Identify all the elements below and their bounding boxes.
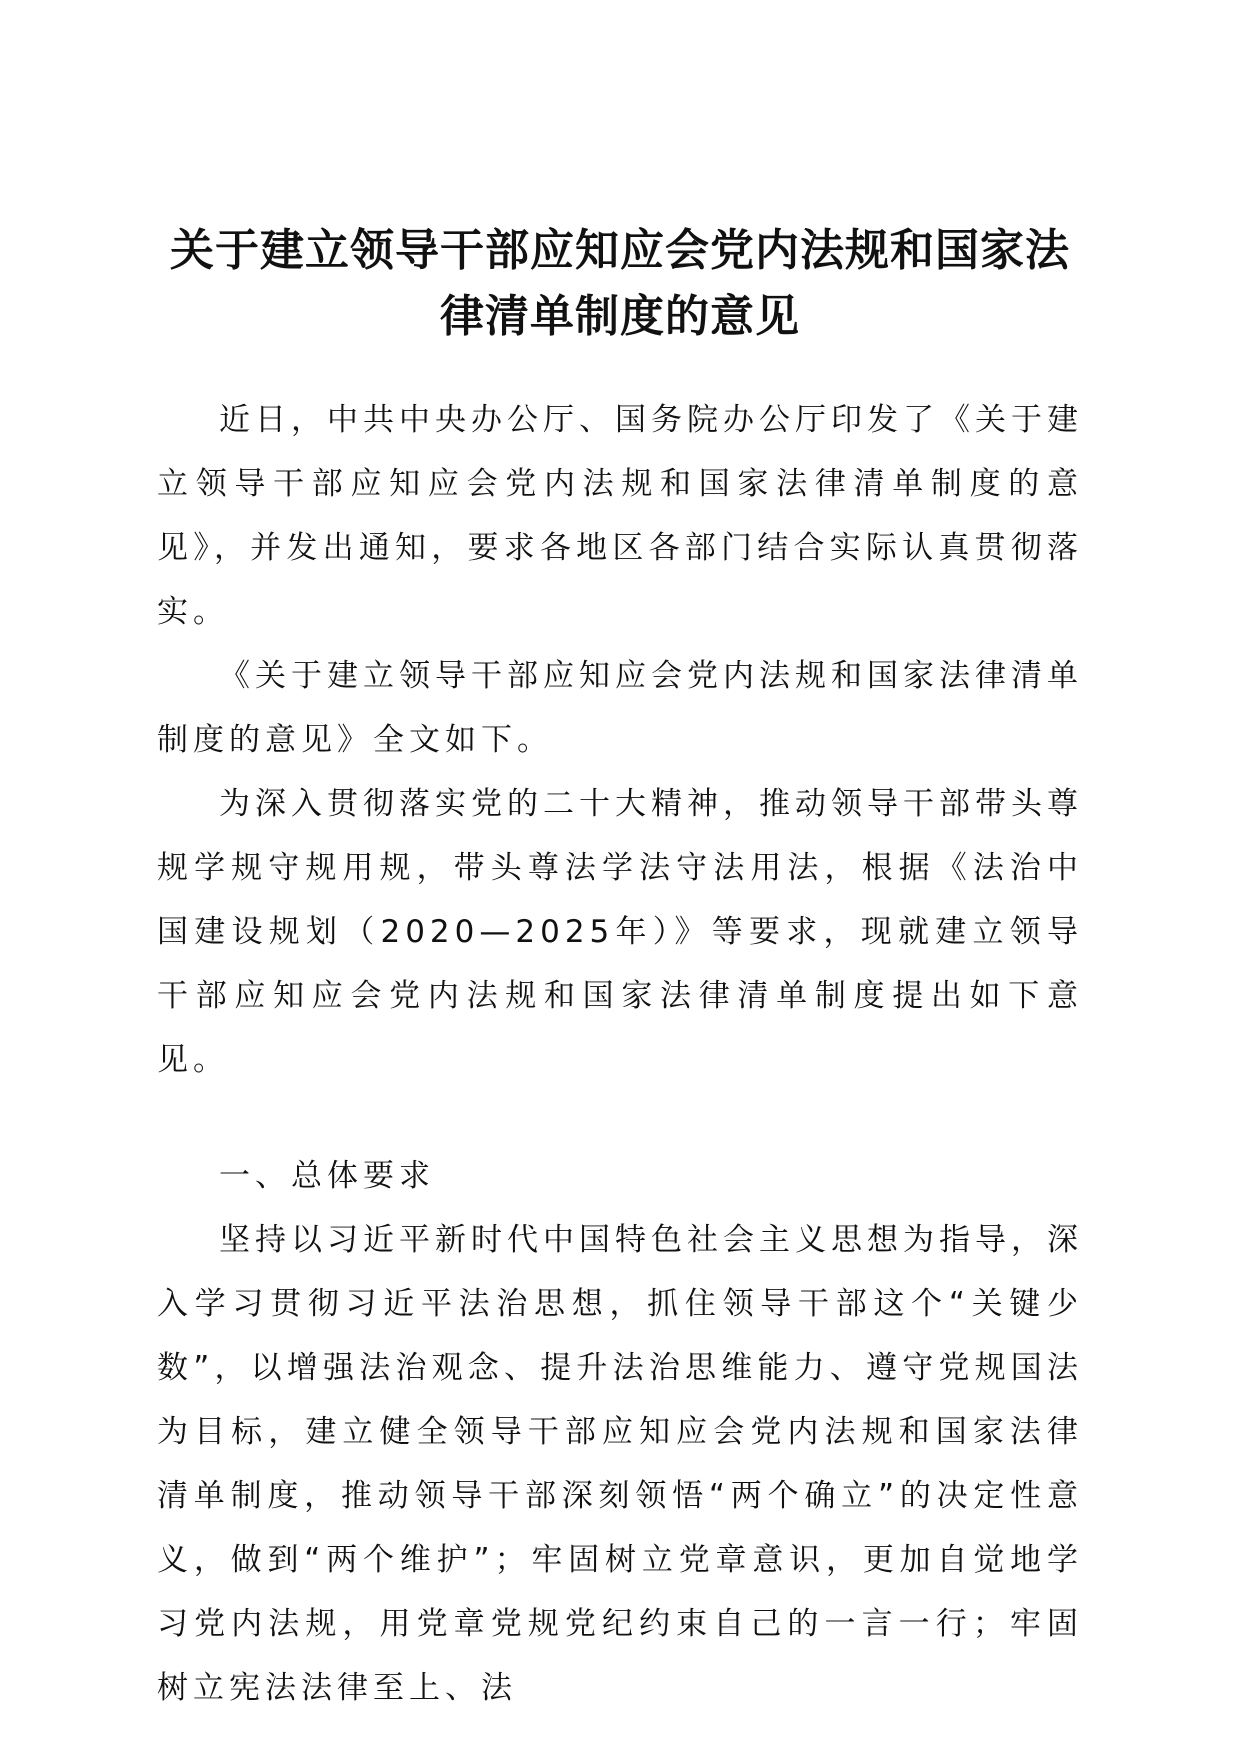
paragraph-intro: 近日，中共中央办公厅、国务院办公厅印发了《关于建立领导干部应知应会党内法规和国家法律清单制度的意见》，并发出通知，要求各地区各部门结合实际认真贯彻落实。 — [157, 402, 1083, 630]
title-line-1: 关于建立领导干部应知应会党内法规和国家法 — [170, 225, 1070, 276]
paragraph-general-requirements: 坚持以习近平新时代中国特色社会主义思想为指导，深入学习贯彻习近平法治思想，抓住领导干部这个“关键少数”，以增强法治观念、提升法治思维能力、遵守党规国法为目标，建立健全领导干部应知应会党内法规和国家法律清单制度，推动领导干部深刻领悟“两个确立”的决定性意义，做到“两个维护”；牢固树立党章意识，更加自觉地学习党内法规，用党章党规党纪约束自己的一言一行；牢固树立宪法法律至上、法 — [157, 1222, 1083, 1706]
section-heading: 一、总体要求 — [219, 1158, 435, 1194]
document-page — [157, 218, 1083, 1720]
paragraph-fulltext-note: 《关于建立领导干部应知应会党内法规和国家法律清单制度的意见》全文如下。 — [157, 658, 1083, 758]
paragraph-purpose: 为深入贯彻落实党的二十大精神，推动领导干部带头尊规学规守规用规，带头尊法学法守法用法，根据《法治中国建设规划（2020—2025年）》等要求，现就建立领导干部应知应会党内法规和国家法律清单制度提出如下意见。 — [157, 786, 1083, 1078]
section-spacer — [157, 1092, 1083, 1144]
title-line-2: 律清单制度的意见 — [440, 291, 800, 342]
document-title — [157, 218, 1083, 350]
